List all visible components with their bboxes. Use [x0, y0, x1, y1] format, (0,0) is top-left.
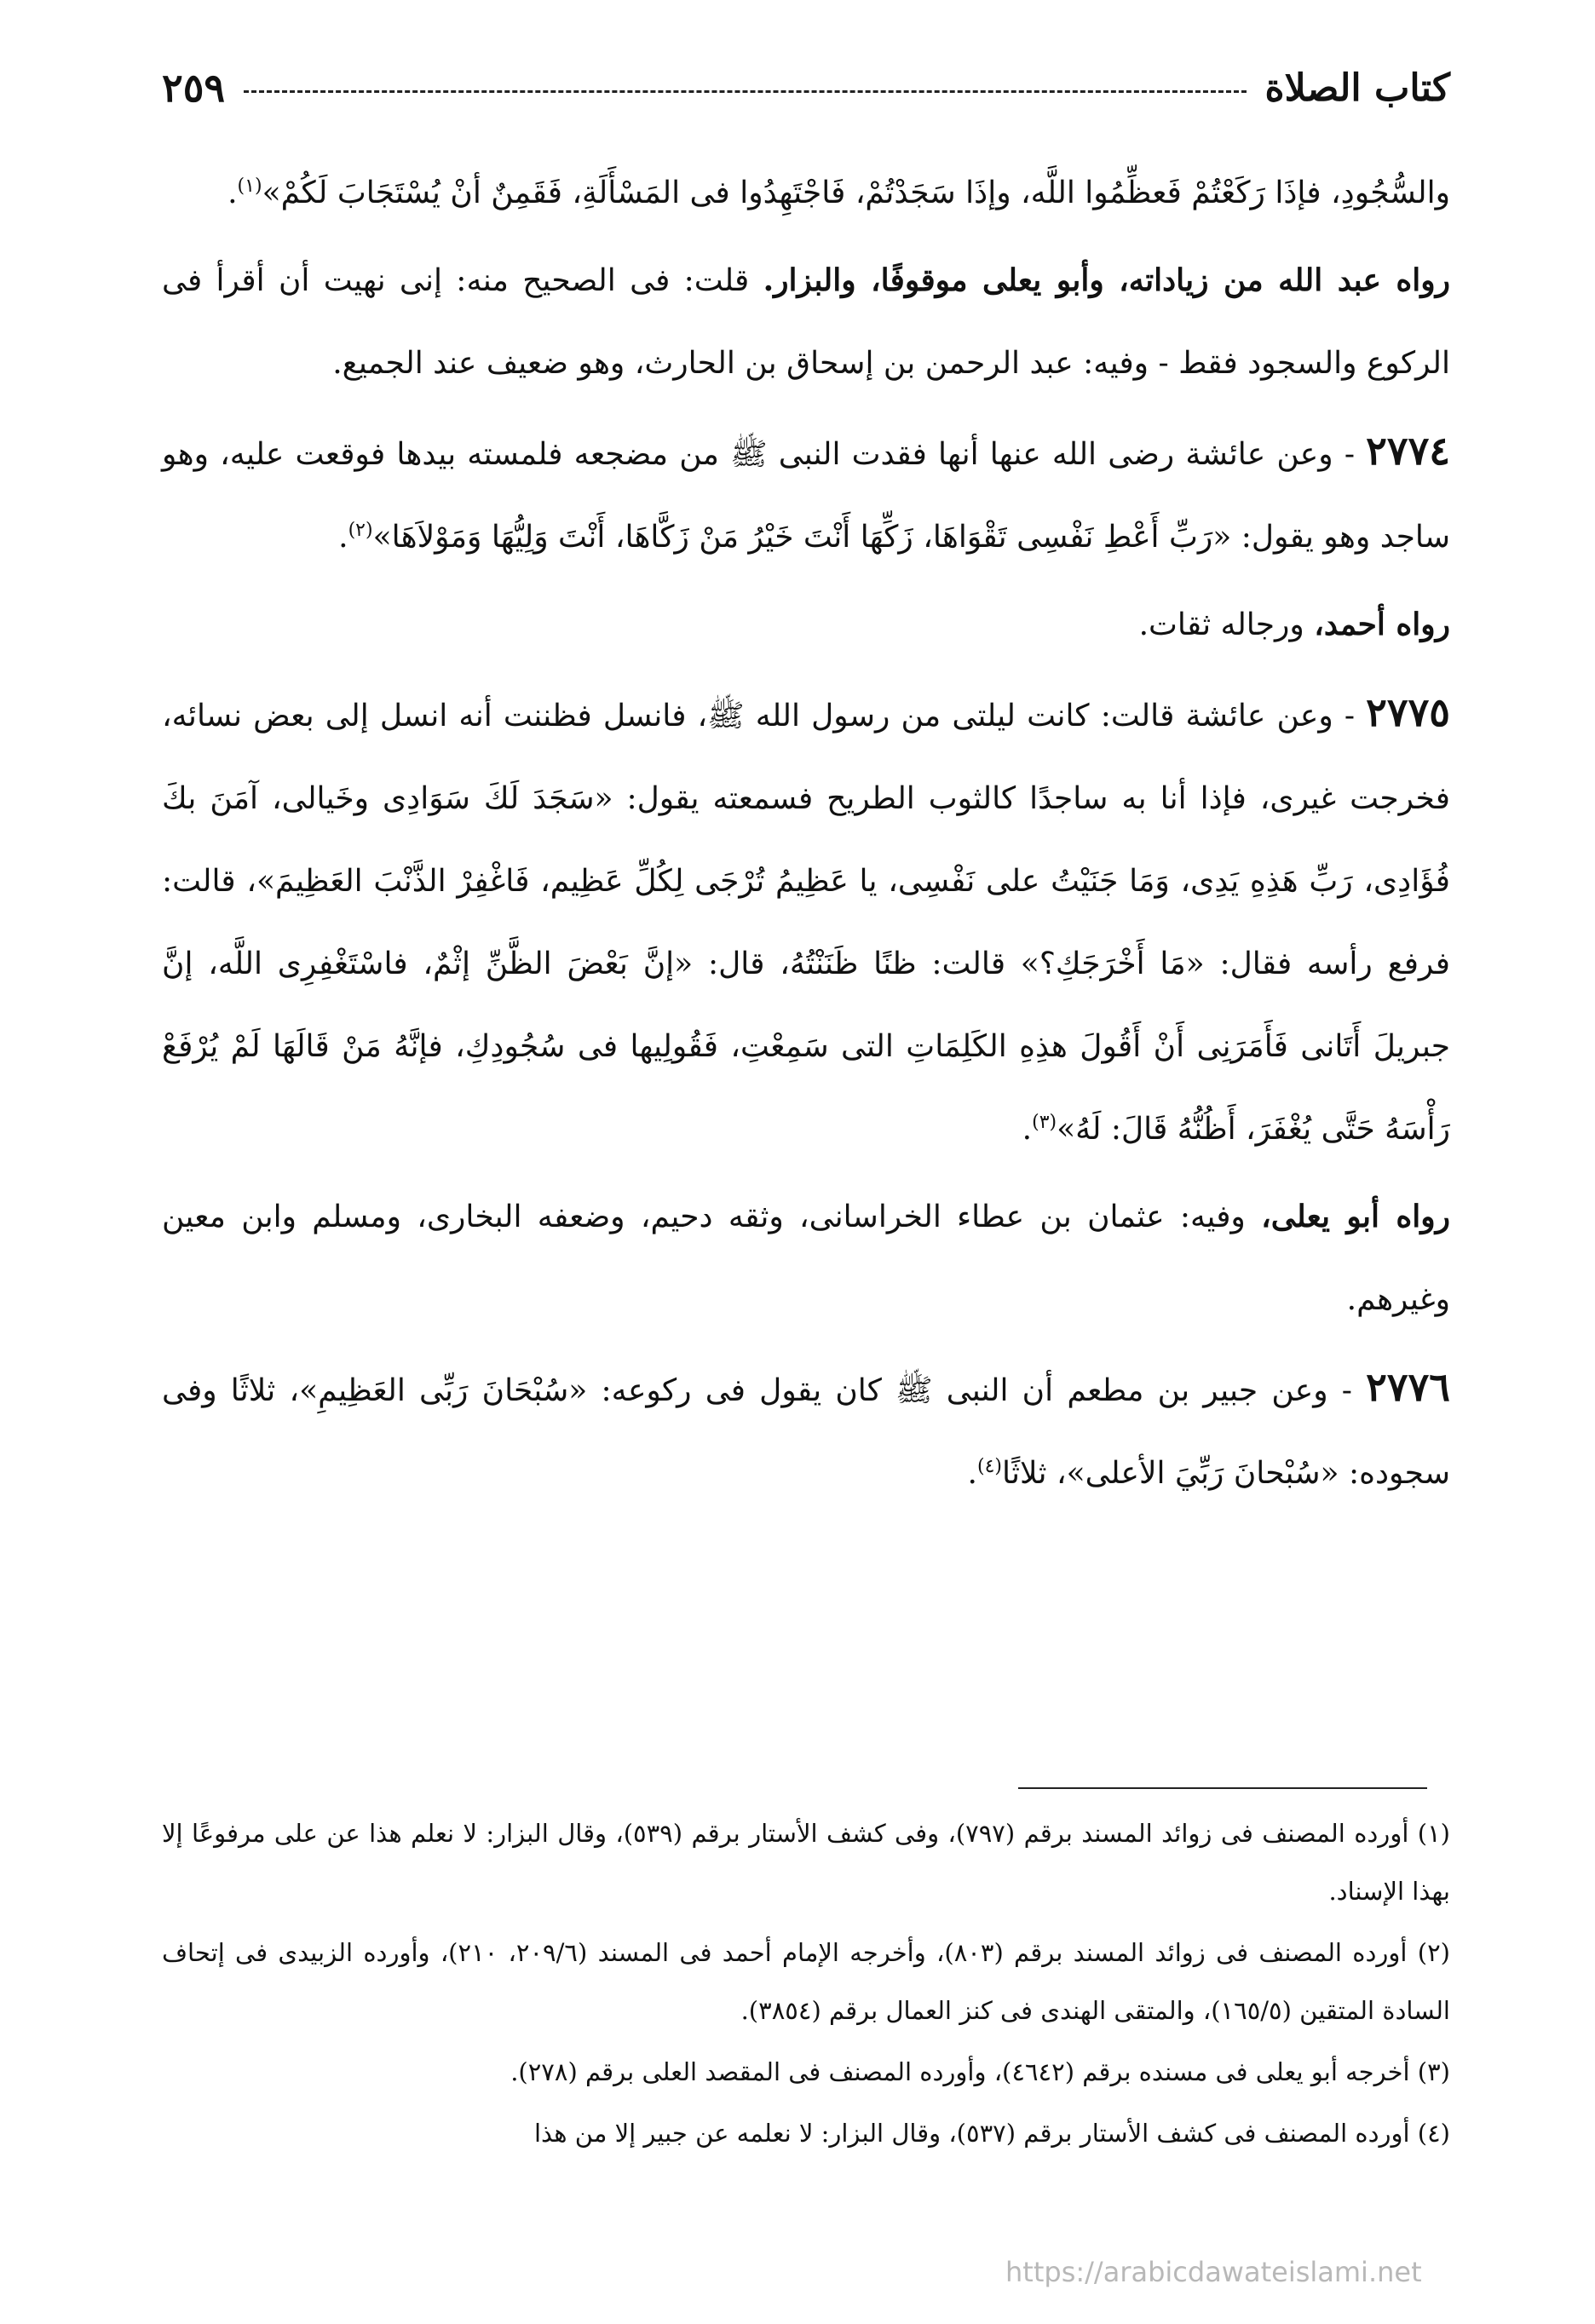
footnote-ref: (٣)	[1032, 1112, 1057, 1133]
footnote: (٤) أورده المصنف فى كشف الأستار برقم (٥٣٧)، وقال البزار: لا نعلمه عن جبير إلا من هذا	[534, 2119, 1450, 2148]
hadith-text: - وعن عائشة قالت: كانت ليلتى من رسول الله ﷺ، فانسل فظننت أنه انسل إلى بعض نسائه، فخرجت غيرى، فإذا أنا به ساجدًا كالثوب الطريح فسمعته يقول: «سَجَدَ لَكَ سَوَادِى وخَيالى، آمَنَ بكَ فُؤَادِى، رَبِّ هَذِهِ يَدِى، وَمَا جَنَيْتُ على نَفْسِى، يا عَظِيمُ تُرْجَى لِكُلِّ عَظِيم، فَاغْفِرْ الذَّنْبَ العَظِيمَ»، قالت: فرفع رأسه فقال: «مَا أَخْرَجَكِ؟» قالت: ظنًا ظَنَنْتُهُ، قال: «إنَّ بَعْضَ الظَّنِّ إثْمٌ، فاسْتَغْفِرِى اللَّه، إنَّ جبريلَ أَتَانى فَأَمَرَنِى أَنْ أَقُولَ هذِهِ الكَلِمَاتِ التى سَمِعْتِ، فَقُولِيها فى سُجُودِكِ، فإنَّهُ مَنْ قَالَهَا لَمْ يُرْفَعْ رَأْسَهُ حَتَّى يُغْفَرَ، أَظُنُّهُ قَالَ: لَهُ»	[162, 699, 1450, 1147]
paragraph-end: .	[967, 1456, 977, 1491]
footnotes	[162, 1804, 1450, 2166]
page-number: ٢٥٩	[162, 65, 226, 111]
hadith-text: - وعن عائشة رضى الله عنها أنها فقدت النبى ﷺ من مضجعه فلمسته بيدها فوقعت عليه، وهو ساجد وهو يقول: «رَبِّ أَعْطِ نَفْسِى تَقْوَاهَا، زَكِّهَا أَنْتَ خَيْرُ مَنْ زَكَّاهَا، أَنْتَ وَلِيُّهَا وَمَوْلاَهَا»	[162, 437, 1450, 555]
paragraph-commentary	[162, 584, 1450, 666]
hadith-number: ٢٧٧٤	[1366, 428, 1450, 474]
hadith-text: - وعن جبير بن مطعم أن النبى ﷺ كان يقول فى ركوعه: «سُبْحَانَ رَبِّى العَظِيمِ»، ثلاثًا وفى سجوده: «سُبْحانَ رَبِّيَ الأعلى»، ثلاثًا	[162, 1373, 1450, 1491]
footnote: (٢) أورده المصنف فى زوائد المسند برقم (٨٠٣)، وأخرجه الإمام أحمد فى المسند (٢٠٩/٦، ٢١٠)، وأورده الزبيدى فى إتحاف السادة المتقين (١٦٥/٥)، والمتقى الهندى فى كنز العمال برقم (٣٨٥٤).	[162, 1938, 1450, 2025]
paragraph-text: والسُّجُودِ، فإذَا رَكَعْتُمْ فَعظِّمُوا اللَّه، وإذَا سَجَدْتُمْ، فَاجْتَهِدُوا فى المَسْأَلَةِ، فَقَمِنٌ أنْ يُسْتَجَابَ لَكُمْ»	[262, 175, 1450, 210]
watermark-url: https://arabicdawateislami.net	[1005, 2256, 1422, 2288]
paragraph-end: .	[338, 520, 348, 555]
footnote: (٣) أخرجه أبو يعلى فى مسنده برقم (٤٦٤٢)، وأورده المصنف فى المقصد العلى برقم (٢٧٨).	[510, 2057, 1450, 2086]
hadith-2775	[162, 671, 1450, 1171]
source-lead: رواه عبد الله من زياداته، وأبو يعلى موقوفًا، والبزار.	[763, 262, 1451, 298]
page-header	[162, 49, 1450, 126]
paragraph-end: .	[227, 175, 238, 210]
header-dashed-rule	[244, 90, 1246, 93]
paragraph-commentary	[162, 239, 1450, 405]
hadith-2774	[162, 410, 1450, 578]
source-lead: رواه أحمد،	[1314, 607, 1450, 642]
footnote-ref: (١)	[237, 175, 262, 197]
footnote-ref: (٤)	[977, 1456, 1003, 1477]
paragraph-text: ورجاله ثقات.	[1138, 607, 1315, 642]
running-title: كتاب الصلاة	[1264, 66, 1450, 110]
footnote-ref: (٢)	[348, 520, 373, 541]
hadith-number: ٢٧٧٥	[1366, 689, 1450, 735]
paragraph-continuation	[162, 152, 1450, 234]
paragraph-end: .	[1022, 1112, 1033, 1147]
hadith-2776	[162, 1346, 1450, 1515]
footnote: (١) أورده المصنف فى زوائد المسند برقم (٧٩٧)، وفى كشف الأستار برقم (٥٣٩)، وقال البزار: لا نعلم هذا عن على مرفوعًا إلا بهذا الإسناد.	[162, 1819, 1450, 1906]
paragraph-text: وفيه: عثمان بن عطاء الخراسانى، وثقه دحيم، وضعفه البخارى، ومسلم وابن معين وغيرهم.	[162, 1199, 1450, 1317]
hadith-number: ٢٧٧٦	[1366, 1364, 1450, 1410]
paragraph-commentary	[162, 1176, 1450, 1341]
paragraph-text: قلت: فى الصحيح منه: إنى نهيت أن أقرأ فى الركوع والسجود فقط - وفيه: عبد الرحمن بن إسحاق بن الحارث، وهو ضعيف عند الجميع.	[162, 263, 1450, 381]
page-body	[162, 152, 1450, 1520]
source-lead: رواه أبو يعلى،	[1261, 1199, 1450, 1234]
footnote-divider	[1018, 1787, 1427, 1789]
